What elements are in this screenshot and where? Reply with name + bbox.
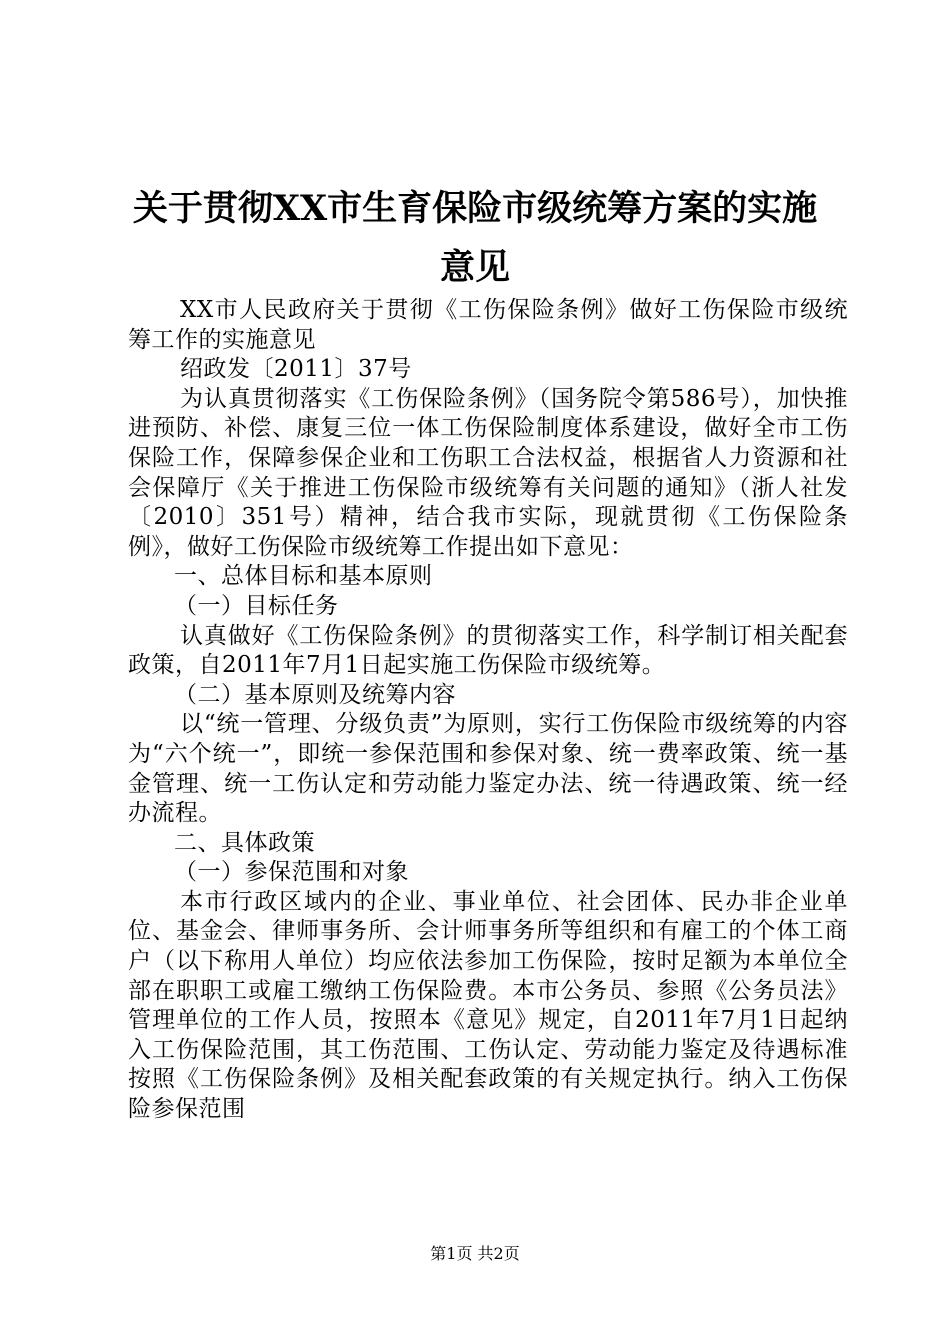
heading-section-2: 二、具体政策 xyxy=(174,829,315,856)
page-footer: 第1页 共2页 xyxy=(430,1244,520,1263)
paragraph-doc-number: 绍政发〔2011〕37号 xyxy=(180,356,412,383)
document-body xyxy=(128,296,848,1125)
paragraph-subtitle: XX市人民政府关于贯彻《工伤保险条例》做好工伤保险市级统筹工作的实施意见 xyxy=(128,297,848,353)
document-title-line-1: 关于贯彻XX市生育保险市级统筹方案的实施 xyxy=(132,188,818,229)
heading-subsection-2-1: （一）参保范围和对象 xyxy=(174,859,409,886)
heading-subsection-1-1: （一）目标任务 xyxy=(174,592,339,619)
document-title-line-2: 意见 xyxy=(439,247,510,288)
heading-subsection-1-2: （二）基本原则及统筹内容 xyxy=(174,681,456,708)
heading-section-1: 一、总体目标和基本原则 xyxy=(174,563,433,590)
paragraph-intro: 为认真贯彻落实《工伤保险条例》（国务院令第586号），加快推进预防、补偿、康复三位一体工伤保险制度体系建设，做好全市工伤保险工作，保障参保企业和工伤职工合法权益，根据省人力资源和社会保障厅《关于推进工伤保险市级统筹有关问题的通知》（浙人社发〔2010〕351号）精神，结合我市实际，现就贯彻《工伤保险条例》，做好工伤保险市级统筹工作提出如下意见： xyxy=(128,385,848,560)
paragraph-goal: 认真做好《工伤保险条例》的贯彻落实工作，科学制订相关配套政策，自2011年7月1日起实施工伤保险市级统筹。 xyxy=(128,622,848,679)
paragraph-scope: 本市行政区域内的企业、事业单位、社会团体、民办非企业单位、基金会、律师事务所、会计师事务所等组织和有雇工的个体工商户（以下称用人单位）均应依法参加工伤保险，按时足额为本单位全部在职职工或雇工缴纳工伤保险费。本市公务员、参照《公务员法》管理单位的工作人员，按照本《意见》规定，自2011年7月1日起纳入工伤保险范围，其工伤范围、工伤认定、劳动能力鉴定及待遇标准按照《工伤保险条例》及相关配套政策的有关规定执行。纳入工伤保险参保范围 xyxy=(128,888,848,1123)
paragraph-principles: 以“统一管理、分级负责”为原则，实行工伤保险市级统筹的内容为“六个统一”，即统一参保范围和参保对象、统一费率政策、统一基金管理、统一工伤认定和劳动能力鉴定办法、统一待遇政策、统一经办流程。 xyxy=(128,711,848,827)
